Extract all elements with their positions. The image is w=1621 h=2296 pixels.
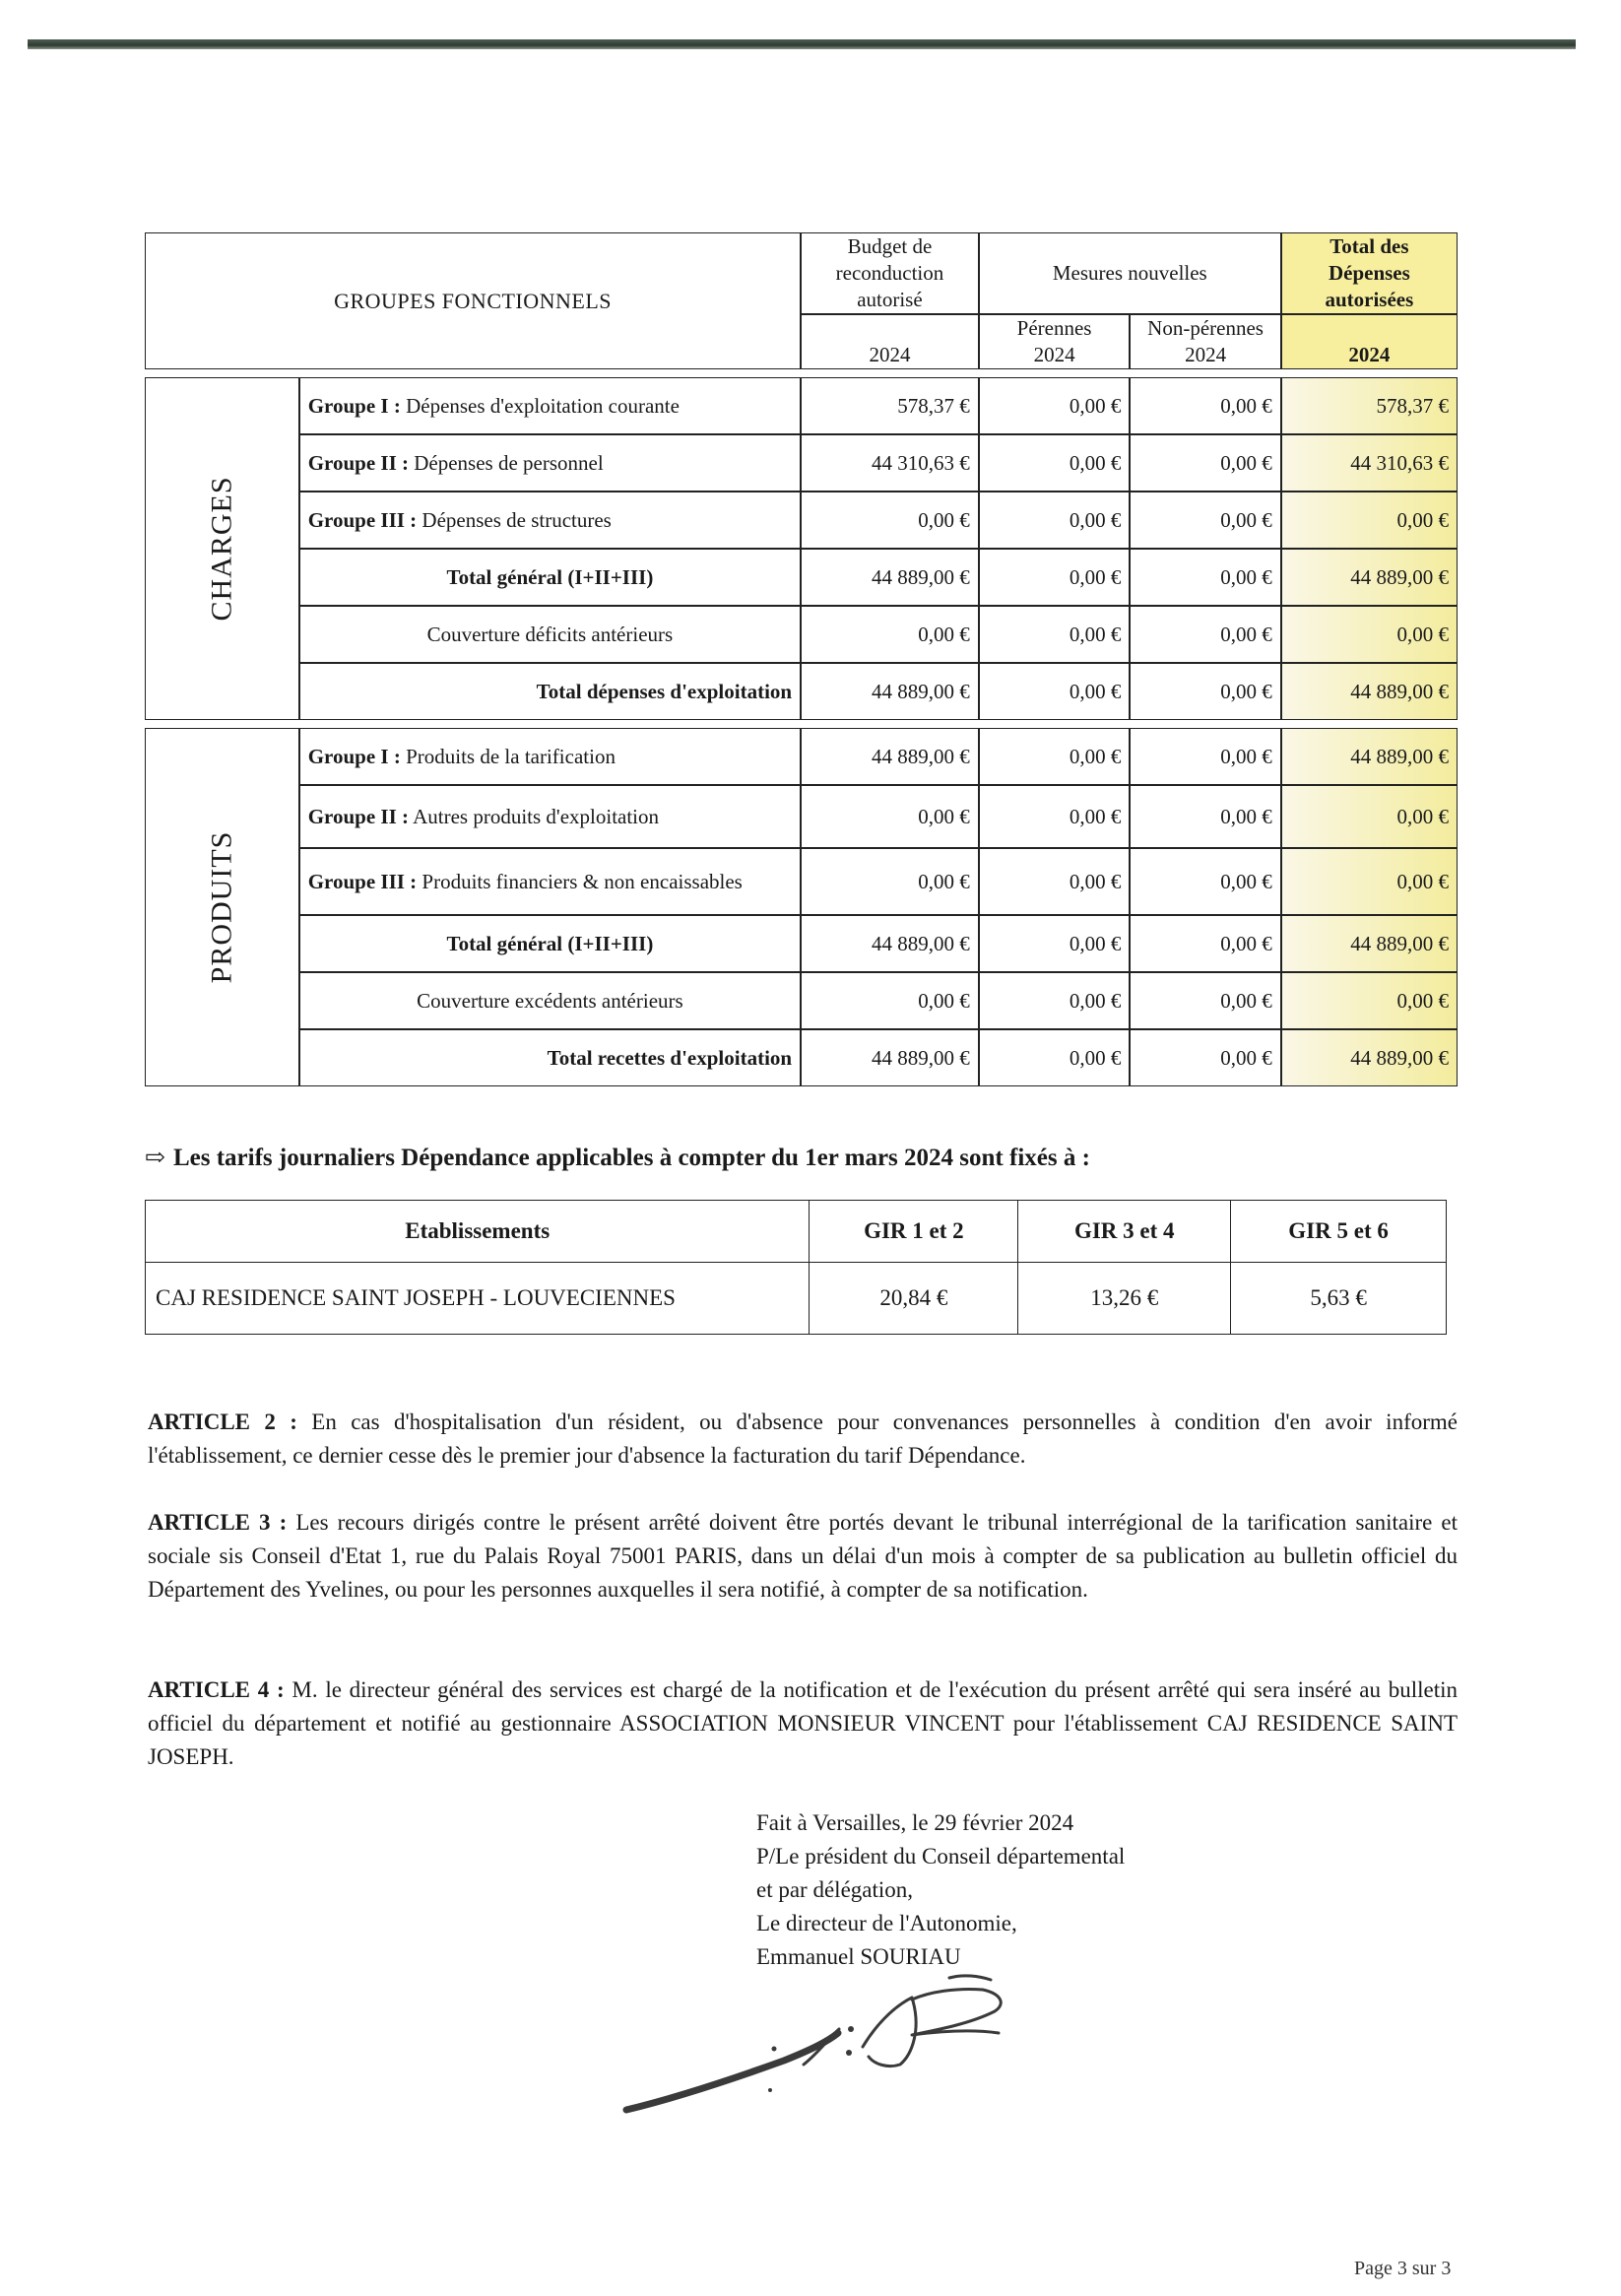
cell-non-perennes: 0,00 € (1130, 549, 1280, 606)
handwritten-signature (616, 1970, 1030, 2128)
cell-total: 44 889,00 € (1281, 663, 1458, 720)
cell-non-perennes: 0,00 € (1130, 785, 1280, 848)
cell-perennes: 0,00 € (979, 1029, 1131, 1086)
charges-total-row (145, 549, 1458, 606)
cell-budget: 44 310,63 € (801, 434, 979, 492)
non-perennes-year: 2024 (1185, 343, 1227, 366)
cell-budget: 44 889,00 € (801, 549, 979, 606)
tarifs-title-text: Les tarifs journaliers Dépendance applicables à compter du 1er mars 2024 sont fixés à : (172, 1145, 1090, 1171)
charges-exploitation-row (145, 663, 1458, 720)
produits-total-row (145, 915, 1458, 972)
cell-total: 0,00 € (1281, 492, 1458, 549)
row-label: Groupe III : Dépenses de structures (299, 492, 801, 549)
cell-perennes: 0,00 € (979, 606, 1131, 663)
tarifs-title (145, 1143, 1090, 1172)
cell-non-perennes: 0,00 € (1130, 848, 1280, 915)
signature-line: Emmanuel SOURIAU (756, 1944, 961, 1969)
budget-header-row-1 (145, 232, 1458, 314)
cell-non-perennes: 0,00 € (1130, 663, 1280, 720)
tarifs-row (146, 1263, 1447, 1335)
produits-row (145, 728, 1458, 785)
cell-total: 0,00 € (1281, 785, 1458, 848)
cell-perennes: 0,00 € (979, 492, 1131, 549)
cell-total: 44 889,00 € (1281, 915, 1458, 972)
cell-non-perennes: 0,00 € (1130, 728, 1280, 785)
charges-couverture-row (145, 606, 1458, 663)
cell-non-perennes: 0,00 € (1130, 606, 1280, 663)
charges-row (145, 377, 1458, 434)
cell-perennes: 0,00 € (979, 728, 1131, 785)
produits-side-label: PRODUITS (145, 728, 299, 1086)
cell-total: 0,00 € (1281, 972, 1458, 1029)
produits-row (145, 785, 1458, 848)
cell-budget: 0,00 € (801, 972, 979, 1029)
signature-line: Le directeur de l'Autonomie, (756, 1911, 1017, 1935)
header-budget: Budget de reconduction autorisé (801, 232, 979, 314)
header-total: Total des Dépenses autorisées (1281, 232, 1458, 314)
cell-budget: 44 889,00 € (801, 915, 979, 972)
page-number: Page 3 sur 3 (1354, 2258, 1452, 2279)
cell-non-perennes: 0,00 € (1130, 377, 1280, 434)
cell-perennes: 0,00 € (979, 785, 1131, 848)
row-label: Total dépenses d'exploitation (299, 663, 801, 720)
signature-line: Fait à Versailles, le 29 février 2024 (756, 1810, 1074, 1835)
article-3: ARTICLE 3 : Les recours dirigés contre le présent arrêté doivent être portés devant le tribunal interrégional de la tarification sanitaire et sociale sis Conseil d'Etat 1, rue du Palais Royal 75001 PARIS, dans un délai d'un mois à compter de sa publication au bulletin officiel du Département des Yvelines, ou pour les personnes auxquelles il sera notifié, à compter de sa notification. (148, 1510, 1459, 1602)
row-label: Total général (I+II+III) (299, 915, 801, 972)
header-gir-1-2: GIR 1 et 2 (810, 1201, 1018, 1263)
cell-etablissement: CAJ RESIDENCE SAINT JOSEPH - LOUVECIENNES (146, 1263, 810, 1335)
header-year-budget: 2024 (801, 314, 979, 369)
cell-gir-3-4: 13,26 € (1018, 1263, 1231, 1335)
signature-line: P/Le président du Conseil départemental (756, 1844, 1126, 1869)
cell-non-perennes: 0,00 € (1130, 972, 1280, 1029)
header-perennes (979, 314, 1131, 369)
cell-budget: 44 889,00 € (801, 728, 979, 785)
row-label: Groupe I : Produits de la tarification (299, 728, 801, 785)
cell-perennes: 0,00 € (979, 434, 1131, 492)
cell-budget: 0,00 € (801, 785, 979, 848)
cell-budget: 578,37 € (801, 377, 979, 434)
header-groupes: GROUPES FONCTIONNELS (145, 232, 801, 369)
tarifs-header-row (146, 1201, 1447, 1263)
perennes-year: 2024 (1033, 343, 1075, 366)
row-label: Groupe III : Produits financiers & non encaissables (299, 848, 801, 915)
cell-total: 44 310,63 € (1281, 434, 1458, 492)
cell-total: 44 889,00 € (1281, 1029, 1458, 1086)
row-label: Couverture déficits antérieurs (299, 606, 801, 663)
cell-budget: 0,00 € (801, 848, 979, 915)
row-label: Total général (I+II+III) (299, 549, 801, 606)
header-non-perennes (1130, 314, 1280, 369)
cell-budget: 44 889,00 € (801, 1029, 979, 1086)
article-2: ARTICLE 2 : En cas d'hospitalisation d'un résident, ou d'absence pour convenances personnelles à condition d'en avoir informé l'établissement, ce dernier cesse dès le premier jour d'absence la facturation du tarif Dépendance. (148, 1410, 1458, 1468)
signature-block (756, 1806, 1125, 1974)
charges-row (145, 492, 1458, 549)
article-4: ARTICLE 4 : M. le directeur général des services est chargé de la notification et de l'exécution du présent arrêté qui sera inséré au bulletin officiel du département et notifié au gestionnaire ASSOCIATION MONSIEUR VINCENT pour l'établissement CAJ RESIDENCE SAINT JOSEPH. (148, 1677, 1458, 1769)
cell-budget: 0,00 € (801, 492, 979, 549)
cell-non-perennes: 0,00 € (1130, 492, 1280, 549)
charges-row (145, 434, 1458, 492)
cell-total: 44 889,00 € (1281, 549, 1458, 606)
budget-table (145, 232, 1458, 1086)
top-border (28, 39, 1576, 49)
cell-non-perennes: 0,00 € (1130, 434, 1280, 492)
header-gir-3-4: GIR 3 et 4 (1018, 1201, 1231, 1263)
cell-budget: 0,00 € (801, 606, 979, 663)
cell-gir-5-6: 5,63 € (1231, 1263, 1447, 1335)
cell-perennes: 0,00 € (979, 663, 1131, 720)
row-label: Groupe I : Dépenses d'exploitation courante (299, 377, 801, 434)
cell-budget: 44 889,00 € (801, 663, 979, 720)
cell-total: 44 889,00 € (1281, 728, 1458, 785)
row-label: Groupe II : Autres produits d'exploitation (299, 785, 801, 848)
cell-perennes: 0,00 € (979, 848, 1131, 915)
row-label: Couverture excédents antérieurs (299, 972, 801, 1029)
cell-perennes: 0,00 € (979, 972, 1131, 1029)
signature-line: et par délégation, (756, 1877, 914, 1902)
cell-perennes: 0,00 € (979, 377, 1131, 434)
produits-row (145, 848, 1458, 915)
cell-gir-1-2: 20,84 € (810, 1263, 1018, 1335)
tarifs-table (145, 1200, 1447, 1335)
arrow-icon: ⇨ (145, 1145, 165, 1171)
header-year-total: 2024 (1281, 314, 1458, 369)
non-perennes-label: Non-pérennes (1147, 316, 1264, 340)
row-label: Groupe II : Dépenses de personnel (299, 434, 801, 492)
perennes-label: Pérennes (1016, 316, 1092, 340)
cell-perennes: 0,00 € (979, 915, 1131, 972)
cell-total: 0,00 € (1281, 606, 1458, 663)
header-etablissements: Etablissements (146, 1201, 810, 1263)
cell-total: 0,00 € (1281, 848, 1458, 915)
header-gir-5-6: GIR 5 et 6 (1231, 1201, 1447, 1263)
cell-non-perennes: 0,00 € (1130, 915, 1280, 972)
charges-side-label: CHARGES (145, 377, 299, 720)
row-label: Total recettes d'exploitation (299, 1029, 801, 1086)
cell-perennes: 0,00 € (979, 549, 1131, 606)
cell-non-perennes: 0,00 € (1130, 1029, 1280, 1086)
produits-exploitation-row (145, 1029, 1458, 1086)
header-mesures: Mesures nouvelles (979, 232, 1281, 314)
cell-total: 578,37 € (1281, 377, 1458, 434)
produits-couverture-row (145, 972, 1458, 1029)
